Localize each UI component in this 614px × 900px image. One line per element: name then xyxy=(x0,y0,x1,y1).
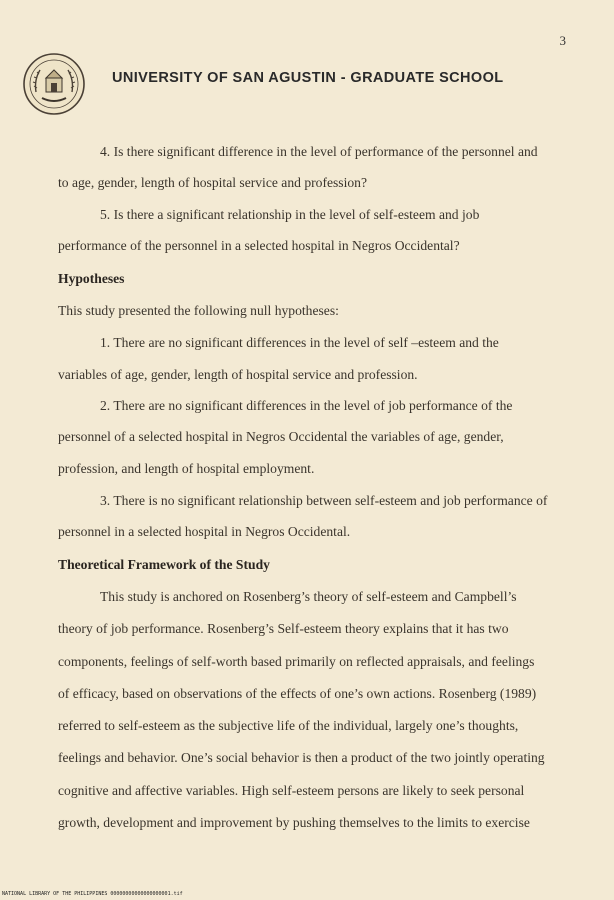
research-question-4-line-1: 4. Is there significant difference in the level of performance of the personnel and xyxy=(100,144,538,159)
hypothesis-2-line-2: personnel of a selected hospital in Negros Occidental the variables of age, gender, xyxy=(58,429,504,444)
heading-theoretical-framework: Theoretical Framework of the Study xyxy=(58,557,270,572)
framework-paragraph-line-8: growth, development and improvement by pushing themselves to the limits to exercise xyxy=(58,815,530,830)
research-question-5-line-1: 5. Is there a significant relationship in the level of self-esteem and job xyxy=(100,207,480,222)
framework-paragraph-line-5: referred to self-esteem as the subjective life of the individual, largely one’s thoughts, xyxy=(58,718,519,733)
framework-paragraph-line-1: This study is anchored on Rosenberg’s theory of self-esteem and Campbell’s xyxy=(100,589,517,604)
page-number: 3 xyxy=(559,33,566,48)
framework-paragraph-line-4: of efficacy, based on observations of the effects of one’s own actions. Rosenberg (1989) xyxy=(58,686,537,701)
hypotheses-intro: This study presented the following null hypotheses: xyxy=(58,303,339,318)
framework-paragraph-line-2: theory of job performance. Rosenberg’s Self-esteem theory explains that it has two xyxy=(58,621,509,636)
hypothesis-1-line-2: variables of age, gender, length of hospital service and profession. xyxy=(58,367,418,382)
framework-paragraph-line-3: components, feelings of self-worth based primarily on reflected appraisals, and feelings xyxy=(58,654,535,669)
page-header-title: UNIVERSITY OF SAN AGUSTIN - GRADUATE SCHOOL xyxy=(112,70,504,86)
research-question-5-line-2: performance of the personnel in a selected hospital in Negros Occidental? xyxy=(58,238,460,253)
framework-paragraph-line-7: cognitive and affective variables. High self-esteem persons are likely to seek personal xyxy=(58,783,525,798)
hypothesis-3-line-2: personnel in a selected hospital in Negros Occidental. xyxy=(58,524,351,539)
hypothesis-3-line-1: 3. There is no significant relationship between self-esteem and job performance of xyxy=(100,493,548,508)
hypothesis-2-line-1: 2. There are no significant differences in the level of job performance of the xyxy=(100,398,513,413)
hypothesis-2-line-3: profession, and length of hospital employment. xyxy=(58,461,315,476)
framework-paragraph-line-6: feelings and behavior. One’s social behavior is then a product of the two jointly operating xyxy=(58,750,545,765)
hypothesis-1-line-1: 1. There are no significant differences in the level of self –esteem and the xyxy=(100,335,499,350)
research-question-4-line-2: to age, gender, length of hospital service and profession? xyxy=(58,175,367,190)
heading-hypotheses: Hypotheses xyxy=(58,271,125,286)
university-seal-icon xyxy=(22,52,86,116)
scan-footer: NATIONAL LIBRARY OF THE PHILIPPINES 00000000000000000001.tif xyxy=(2,891,183,897)
